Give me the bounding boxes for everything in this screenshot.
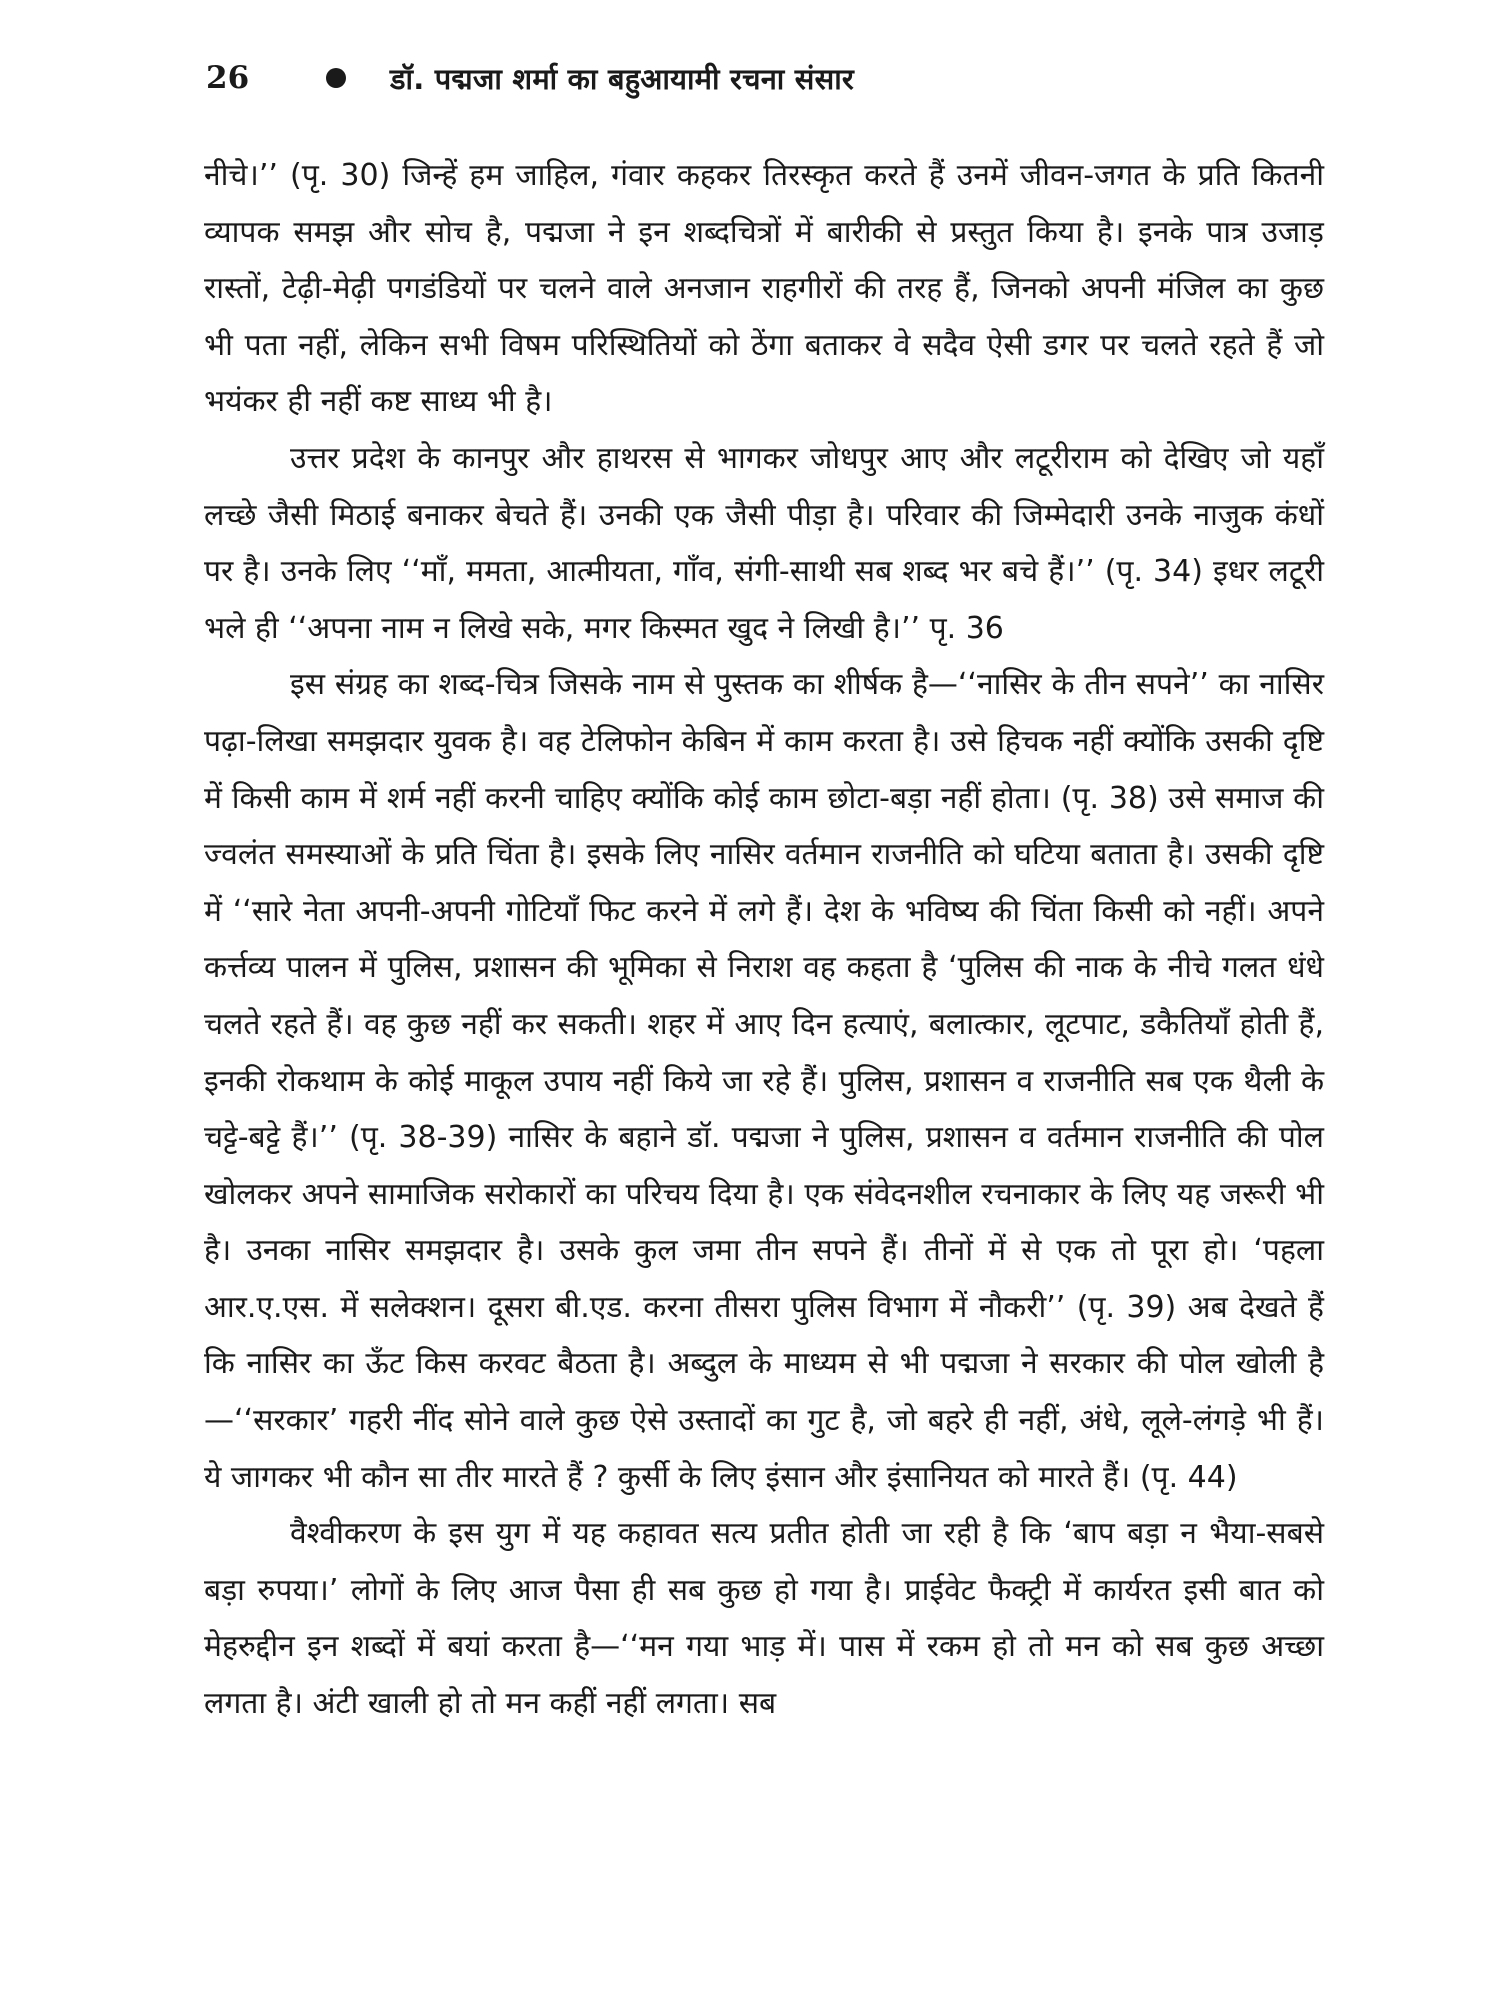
body-text: [204, 148, 1324, 1733]
paragraph: इस संग्रह का शब्द-चित्र जिसके नाम से पुस्तक का शीर्षक है—‘‘नासिर के तीन सपने’’ का नासिर पढ़ा-लिखा समझदार युवक है। वह टेलिफोन केबिन में काम करता है। उसे हिचक नहीं क्योंकि उसकी दृष्टि में किसी काम में शर्म नहीं करनी चाहिए क्योंकि कोई काम छोटा-बड़ा नहीं होता। (पृ. 38) उसे समाज की ज्वलंत समस्याओं के प्रति चिंता है। इसके लिए नासिर वर्तमान राजनीति को घटिया बताता है। उसकी दृष्टि में ‘‘सारे नेता अपनी-अपनी गोटियाँ फिट करने में लगे हैं। देश के भविष्य की चिंता किसी को नहीं। अपने कर्त्तव्य पालन में पुलिस, प्रशासन की भूमिका से निराश वह कहता है ‘पुलिस की नाक के नीचे गलत धंधे चलते रहते हैं। वह कुछ नहीं कर सकती। शहर में आए दिन हत्याएं, बलात्कार, लूटपाट, डकैतियाँ होती हैं, इनकी रोकथाम के कोई माकूल उपाय नहीं किये जा रहे हैं। पुलिस, प्रशासन व राजनीति सब एक थैली के चट्टे-बट्टे हैं।’’ (पृ. 38-39) नासिर के बहाने डॉ. पद्मजा ने पुलिस, प्रशासन व वर्तमान राजनीति की पोल खोलकर अपने सामाजिक सरोकारों का परिचय दिया है। एक संवेदनशील रचनाकार के लिए यह जरूरी भी है। उनका नासिर समझदार है। उसके कुल जमा तीन सपने हैं। तीनों में से एक तो पूरा हो। ‘पहला आर.ए.एस. में सलेक्शन। दूसरा बी.एड. करना तीसरा पुलिस विभाग में नौकरी’’ (पृ. 39) अब देखते हैं कि नासिर का ऊँट किस करवट बैठता है। अब्दुल के माध्यम से भी पद्मजा ने सरकार की पोल खोली है—‘‘सरकार’ गहरी नींद सोने वाले कुछ ऐसे उस्तादों का गुट है, जो बहरे ही नहीं, अंधे, लूले-लंगड़े भी हैं। ये जागकर भी कौन सा तीर मारते हैं ? कुर्सी के लिए इंसान और इंसानियत को मारते हैं। (पृ. 44): [204, 667, 1324, 1495]
bullet-icon: [326, 68, 346, 88]
book-title: डॉ. पद्मजा शर्मा का बहुआयामी रचना संसार: [390, 61, 854, 96]
page-number: 26: [206, 60, 250, 96]
paragraph: वैश्वीकरण के इस युग में यह कहावत सत्य प्रतीत होती जा रही है कि ‘बाप बड़ा न भैया-सबसे बड़ा रुपया।’ लोगों के लिए आज पैसा ही सब कुछ हो गया है। प्राईवेट फैक्ट्री में कार्यरत इसी बात को मेहरुद्दीन इन शब्दों में बयां करता है—‘‘मन गया भाड़ में। पास में रकम हो तो मन को सब कुछ अच्छा लगता है। अंटी खाली हो तो मन कहीं नहीं लगता। सब: [204, 1516, 1324, 1722]
paragraph: नीचे।’’ (पृ. 30) जिन्हें हम जाहिल, गंवार कहकर तिरस्कृत करते हैं उनमें जीवन-जगत के प्रति कितनी व्यापक समझ और सोच है, पद्मजा ने इन शब्दचित्रों में बारीकी से प्रस्तुत किया है। इनके पात्र उजाड़ रास्तों, टेढ़ी-मेढ़ी पगडंडियों पर चलने वाले अनजान राहगीरों की तरह हैं, जिनको अपनी मंजिल का कुछ भी पता नहीं, लेकिन सभी विषम परिस्थितियों को ठेंगा बताकर वे सदैव ऐसी डगर पर चलते रहते हैं जो भयंकर ही नहीं कष्ट साध्य भी है।: [204, 158, 1324, 420]
running-header: [206, 48, 854, 108]
paragraph: उत्तर प्रदेश के कानपुर और हाथरस से भागकर जोधपुर आए और लटूरीराम को देखिए जो यहाँ लच्छे जैसी मिठाई बनाकर बेचते हैं। उनकी एक जैसी पीड़ा है। परिवार की जिम्मेदारी उनके नाजुक कंधों पर है। उनके लिए ‘‘माँ, ममता, आत्मीयता, गाँव, संगी-साथी सब शब्द भर बचे हैं।’’ (पृ. 34) इधर लटूरी भले ही ‘‘अपना नाम न लिखे सके, मगर किस्मत खुद ने लिखी है।’’ पृ. 36: [204, 440, 1324, 646]
